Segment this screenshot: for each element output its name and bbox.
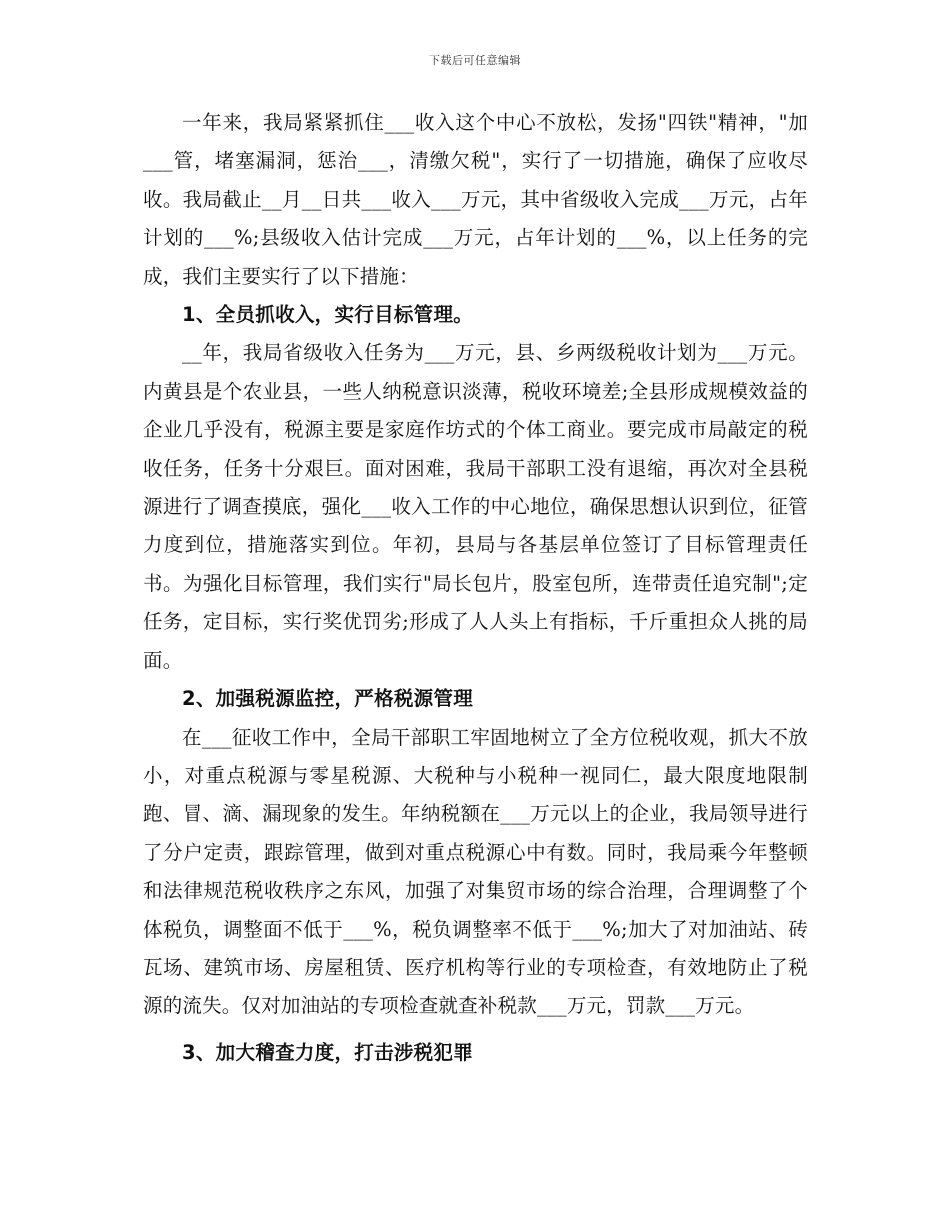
intro-paragraph: 一年来，我局紧紧抓住___收入这个中心不放松，发扬"四铁"精神，"加___管，堵塞漏洞，惩治___，清缴欠税"，实行了一切措施，确保了应收尽收。我局截止__月__日共___收入___万元，其中省级收入完成___万元，占年计划的___%;县级收入估计完成___万元，占年计划的___%，以上任务的完成，我们主要实行了以下措施： — [143, 111, 808, 288]
section-2-paragraph: 在___征收工作中，全局干部职工牢固地树立了全方位税收观，抓大不放小，对重点税源与零星税源、大税种与小税种一视同仁，最大限度地限制跑、冒、滴、漏现象的发生。年纳税额在___万元以上的企业，我局领导进行了分户定责，跟踪管理，做到对重点税源心中有数。同时，我局乘今年整顿和法律规范税收秩序之东风，加强了对集贸市场的综合治理，合理调整了个体税负，调整面不低于___%，税负调整率不低于___%;加大了对加油站、砖瓦场、建筑市场、房屋租赁、医疗机构等行业的专项检查，有效地防止了税源的流失。仅对加油站的专项检查就查补税款___万元，罚款___万元。 — [143, 725, 808, 1018]
section-1-paragraph: __年，我局省级收入任务为___万元，县、乡两级税收计划为___万元。内黄县是个农业县，一些人纳税意识淡薄，税收环境差;全县形成规模效益的企业几乎没有，税源主要是家庭作坊式的个体工商业。要完成市局敲定的税收任务，任务十分艰巨。面对困难，我局干部职工没有退缩，再次对全县税源进行了调查摸底，强化___收入工作的中心地位，确保思想认识到位，征管力度到位，措施落实到位。年初，县局与各基层单位签订了目标管理责任书。为强化目标管理，我们实行"局长包片，股室包所，连带责任追究制";定任务，定目标，实行奖优罚劣;形成了人人头上有指标，千斤重担众人挑的局面。 — [143, 341, 808, 672]
section-2-heading: 2、加强税源监控，严格税源管理 — [182, 687, 474, 711]
section-1-heading: 1、全员抓收入，实行目标管理。 — [182, 303, 474, 327]
document-body — [143, 104, 808, 1072]
page-header-note: 下载后可任意编辑 — [429, 54, 521, 67]
section-3-heading: 3、加大稽查力度，打击涉税犯罪 — [182, 1040, 474, 1064]
